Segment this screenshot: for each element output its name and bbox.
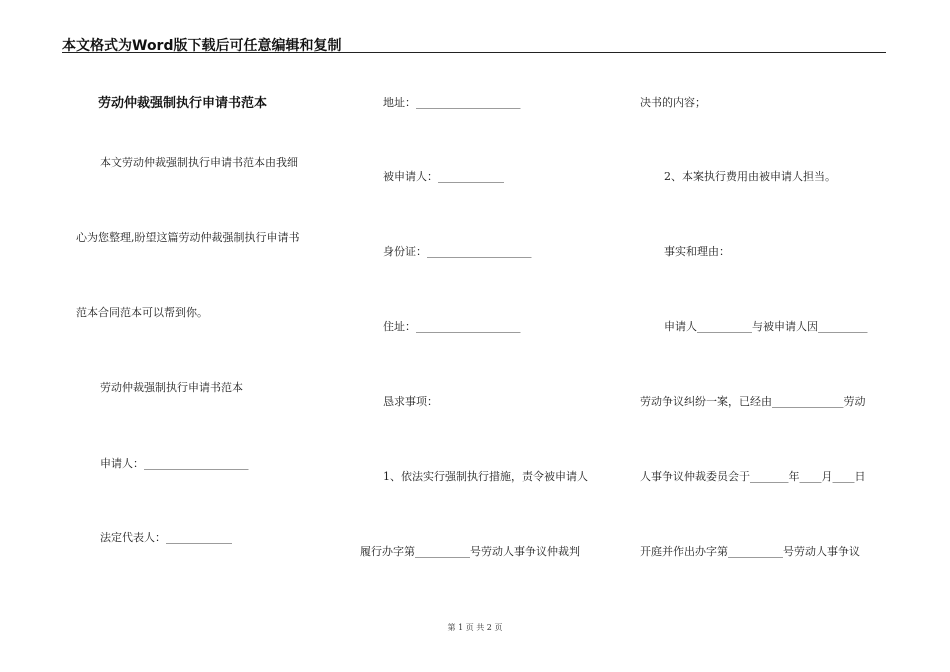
intro-line-2: 心为您整理,盼望这篇劳动仲裁强制执行申请书 (76, 231, 300, 244)
decision-content: 决书的内容； (640, 96, 706, 109)
respondent-field: 被申请人：____________ (383, 170, 504, 183)
document-title: 劳动仲裁强制执行申请书范本 (98, 96, 268, 111)
intro-line-3: 范本合同范本可以帮到你。 (76, 306, 208, 319)
facts-line-4: 开庭并作出办字第__________号劳动人事争议 (640, 545, 860, 558)
legal-rep-field: 法定代表人：____________ (100, 531, 232, 544)
request-heading: 恳求事项： (383, 395, 438, 408)
id-card-field: 身份证：___________________ (383, 245, 532, 258)
facts-line-1: 申请人__________与被申请人因_________ (664, 320, 868, 333)
address-field: 地址：___________________ (383, 96, 521, 109)
facts-line-2: 劳动争议纠纷一案，已经由_____________劳动 (640, 395, 866, 408)
subtitle: 劳动仲裁强制执行申请书范本 (100, 381, 243, 394)
request-item-1: 1、依法实行强制执行措施，责令被申请人 (383, 470, 588, 483)
page-footer: 第 1 页 共 2 页 (447, 623, 503, 632)
request-item-2: 2、本案执行费用由被申请人担当。 (664, 170, 836, 183)
header-divider (62, 52, 886, 53)
request-item-1-continued: 履行办字第__________号劳动人事争议仲裁判 (360, 545, 580, 558)
facts-heading: 事实和理由： (664, 245, 730, 258)
residence-field: 住址：___________________ (383, 320, 521, 333)
header-title: 本文格式为Word版下载后可任意编辑和复制 (62, 38, 342, 54)
facts-line-3: 人事争议仲裁委员会于_______年____月____日 (640, 470, 866, 483)
intro-line-1: 本文劳动仲裁强制执行申请书范本由我细 (100, 156, 298, 169)
applicant-field: 申请人：___________________ (100, 457, 249, 470)
